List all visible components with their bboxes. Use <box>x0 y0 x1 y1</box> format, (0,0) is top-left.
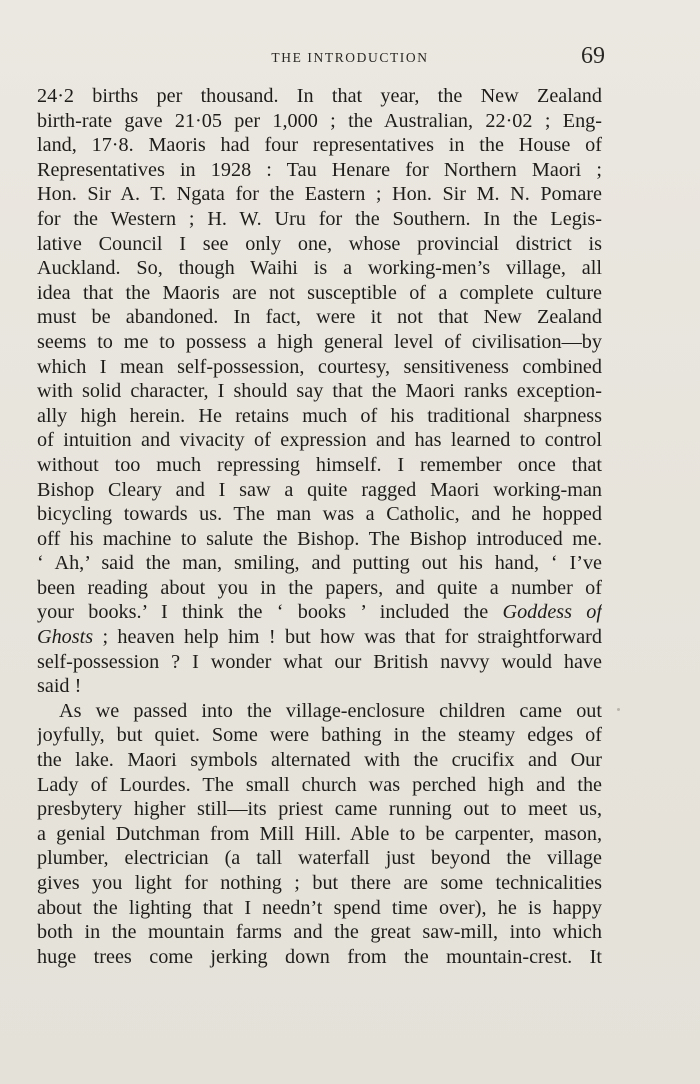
running-title: THE INTRODUCTION <box>271 50 429 65</box>
text-line: idea that the Maoris are not susceptible of a complete culture <box>37 281 602 304</box>
text-line: Representatives in 1928 : Tau Henare for Northern Maori ; <box>37 158 602 181</box>
text-line: for the Western ; H. W. Uru for the Southern. In the Legis- <box>37 207 602 230</box>
text-line: which I mean self-possession, courtesy, sensitiveness combined <box>37 355 602 378</box>
paragraph <box>37 699 602 970</box>
text-line: bicycling towards us. The man was a Catholic, and he hopped <box>37 503 602 526</box>
body-text <box>37 84 602 969</box>
text-line: your books.’ I think the ‘ books ’ included the Goddess of <box>37 601 602 624</box>
text-line: birth-rate gave 21·05 per 1,000 ; the Australian, 22·02 ; Eng- <box>37 109 602 132</box>
text-line: As we passed into the village-enclosure children came out <box>59 699 602 722</box>
margin-speck <box>617 708 620 711</box>
text-line: of intuition and vivacity of expression and has learned to control <box>37 429 602 452</box>
text-line: Hon. Sir A. T. Ngata for the Eastern ; Hon. Sir M. N. Pomare <box>37 183 602 206</box>
book-title: Goddess of <box>502 601 602 624</box>
text-line: ‘ Ah,’ said the man, smiling, and putting out his hand, ‘ I’ve <box>37 552 602 575</box>
text-line: ally high herein. He retains much of his traditional sharpness <box>37 404 602 427</box>
text-line: must be abandoned. In fact, were it not that New Zealand <box>37 306 602 329</box>
text-line: Bishop Cleary and I saw a quite ragged Maori working-man <box>37 478 602 501</box>
text-line: Auckland. So, though Waihi is a working-men’s village, all <box>37 257 602 280</box>
running-head <box>0 43 700 72</box>
text-line: lative Council I see only one, whose provincial district is <box>37 232 602 255</box>
text-line: plumber, electrician (a tall waterfall just beyond the village <box>37 847 602 870</box>
text-line: about the lighting that I needn’t spend time over), he is happy <box>37 896 602 919</box>
page-number: 69 <box>581 43 605 69</box>
text-line: joyfully, but quiet. Some were bathing in the steamy edges of <box>37 724 602 747</box>
text-line: land, 17·8. Maoris had four representatives in the House of <box>37 134 602 157</box>
text-line: with solid character, I should say that the Maori ranks exception- <box>37 380 602 403</box>
text-line: huge trees come jerking down from the mountain-crest. It <box>37 945 602 968</box>
text-line: without too much repressing himself. I remember once that <box>37 453 602 476</box>
text-line: 24·2 births per thousand. In that year, the New Zealand <box>37 85 602 107</box>
text-line: the lake. Maori symbols alternated with the crucifix and Our <box>37 749 602 772</box>
text-line: both in the mountain farms and the great saw-mill, into which <box>37 921 602 944</box>
text-line: said ! <box>37 675 82 698</box>
text-line: presbytery higher still—its priest came running out to meet us, <box>37 798 602 821</box>
text-line: off his machine to salute the Bishop. The Bishop introduced me. <box>37 527 602 550</box>
text-line: self-possession ? I wonder what our British navvy would have <box>37 650 602 673</box>
text-line: Lady of Lourdes. The small church was perched high and the <box>37 773 602 796</box>
text-line: Ghosts ; heaven help him ! but how was that for straightforward <box>37 626 602 649</box>
text-line: seems to me to possess a high general level of civilisation—by <box>37 330 602 353</box>
text-line: gives you light for nothing ; but there are some technicalities <box>37 872 602 894</box>
book-title: Ghosts <box>37 626 94 649</box>
text-line: a genial Dutchman from Mill Hill. Able to be carpenter, mason, <box>37 822 602 845</box>
text-line: been reading about you in the papers, and quite a number of <box>37 576 602 599</box>
paragraph <box>37 84 602 699</box>
